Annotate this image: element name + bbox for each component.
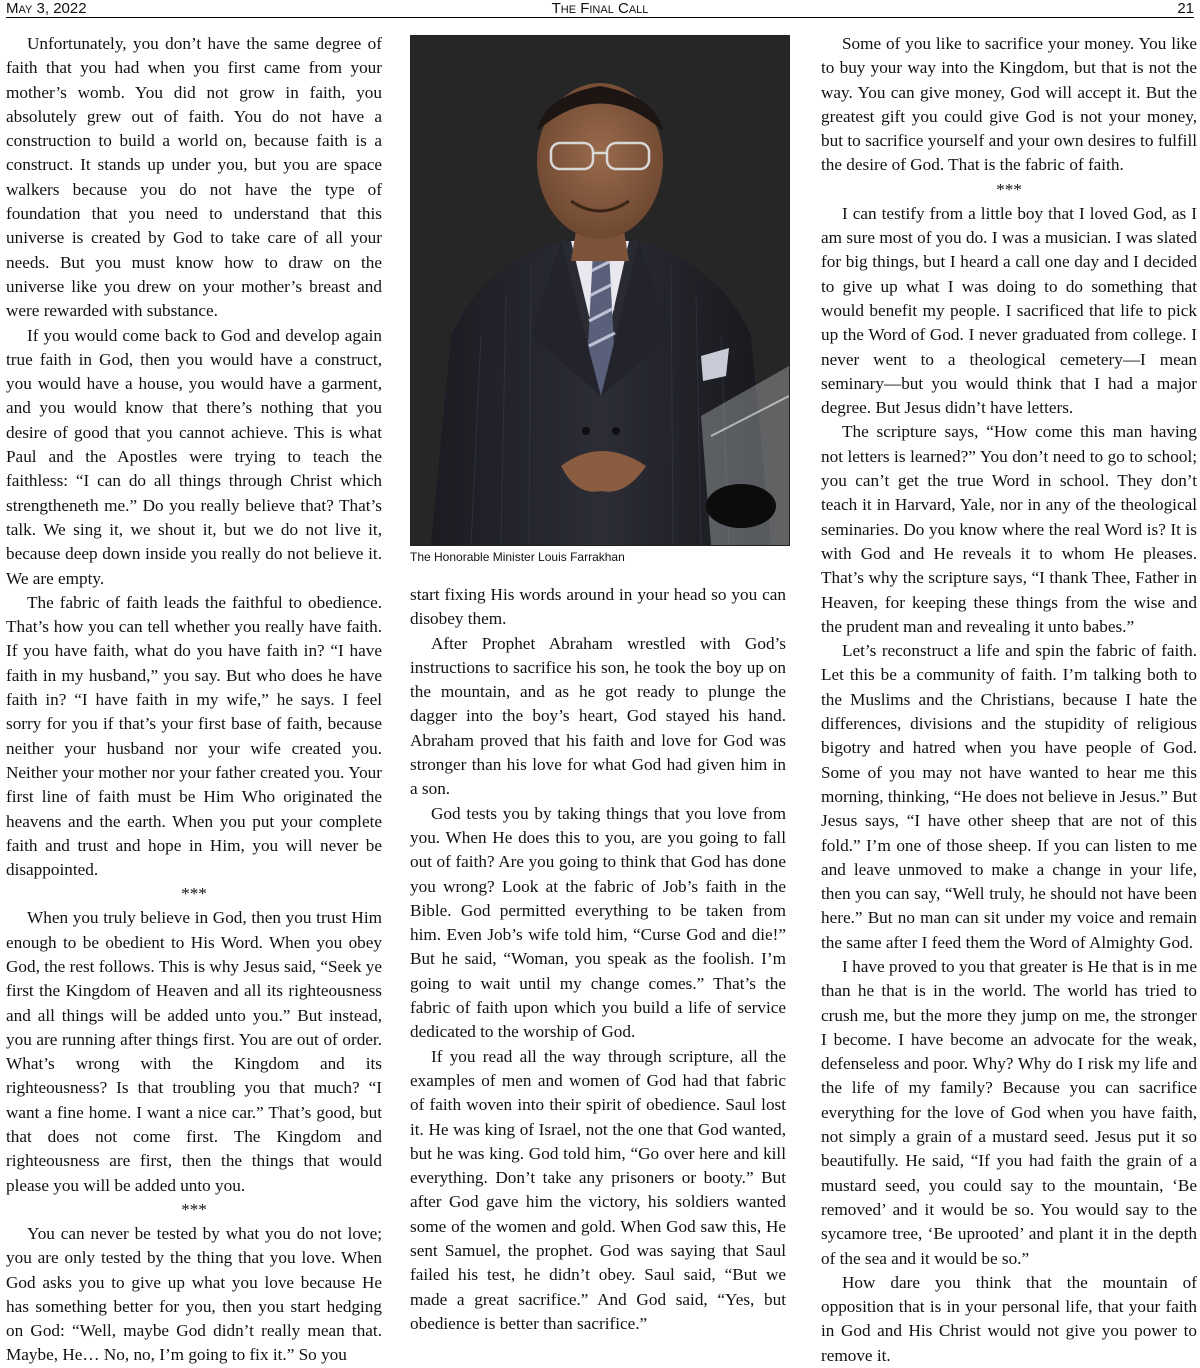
publication-name: The Final Call: [551, 0, 649, 17]
article-column-2: [410, 583, 786, 1336]
page-number: 21: [1177, 0, 1194, 17]
paragraph: God tests you by taking things that you love from you. When He does this to you, are you going to fall out of faith? Are you going to think that God has done you wrong? Look at the fabric of Job’s faith in the Bible. God permitted everything to be taken from him. Even Job’s wife told him, “Curse God and die!” But he said, “Woman, you speak as the foolish. I’m going to wait until my change comes.” That’s the fabric of faith upon which you build a life of service dedicated to the worship of God.: [410, 803, 786, 1042]
paragraph: The scripture says, “How come this man having not letters is learned?” You don’t need to go to school; you can’t get the true Word in school. They don’t teach it in Harvard, Yale, nor in any of the theological seminaries. Do you know where the real Word is? It is with God and He reveals it to whom He pleases. That’s why the scripture says, “I thank Thee, Father in Heaven, for keeping these things from the wise and the prudent man and revealing it unto babes.”: [821, 422, 1197, 636]
article-column-3: [821, 32, 1197, 1368]
paragraph: When you truly believe in God, then you trust Him enough to be obedient to His Word. When you obey God, the rest follows. This is why Jesus said, “Seek ye first the Kingdom of Heaven and all its righteousness and all things will be added unto you.” But instead, you are running after things first. You are out of order. What’s wrong with the Kingdom and its righteousness? Is that troubling you that much? “I want a fine home. I want a nice car.” That’s good, but that does not come first. The Kingdom and righteousness are first, then the things that would please you will be added unto you.: [6, 908, 382, 1195]
paragraph: Some of you like to sacrifice your money. You like to buy your way into the Kingdom, but that is not the way. You can give money, God will accept it. But the greatest gift you could give God is not your money, but to sacrifice yourself and your own desires to fulfill the desire of God. That is the fabric of faith.: [821, 34, 1197, 175]
paragraph: I can testify from a little boy that I loved God, as I am sure most of you do. I was a musician. I was slated for big things, but I heard a call one day and I decided to give up what I was doing to do something that would benefit my people. I sacrificed that life to pick up the Word of God. I never graduated from college. I never went to a theological cemetery—I mean seminary—but you would think that I had a major degree. But Jesus didn’t have letters.: [821, 203, 1197, 418]
section-separator: ***: [996, 179, 1022, 199]
speaker-photo: [410, 35, 790, 546]
paragraph: start fixing His words around in your head so you can disobey them.: [410, 585, 786, 629]
section-separator: ***: [181, 884, 207, 904]
photo-caption: The Honorable Minister Louis Farrakhan: [410, 550, 625, 564]
article-column-1: [6, 32, 382, 1368]
section-separator: ***: [181, 1199, 207, 1219]
paragraph: After Prophet Abraham wrestled with God’s instructions to sacrifice his son, he took the boy up on the mountain, and as he got ready to plunge the dagger into the boy’s heart, God stayed his hand. Abraham proved that his faith and love for God was stronger than his love for what God had given him in a son.: [410, 633, 786, 799]
paragraph: You can never be tested by what you do not love; you are only tested by the thing that you love. When God asks you to give up what you love because He has something better for you, then you start hedging on God: “Well, maybe God didn’t really mean that. Maybe, He… No, no, I’m going to fix it.” So you: [6, 1223, 382, 1365]
page-header: [6, 0, 1194, 18]
paragraph: If you read all the way through scripture, all the examples of men and women of God had that fabric of faith woven into their spirit of obedience. Saul lost it. He was king of Israel, not the one that God wanted, but he was king. God told him, “Go over here and kill everything. Don’t take any prisoners or booty.” But after God gave him the victory, his soldiers wanted some of the women and gold. When God saw this, He sent Samuel, the prophet. God was saying that Saul failed his test, he didn’t obey. Saul said, “But we made a great sacrifice.” And God said, “Yes, but obedience is better than sacrifice.”: [410, 1046, 786, 1333]
paragraph: How dare you think that the mountain of opposition that is in your personal life, that your faith in God and His Christ would not give you power to remove it.: [821, 1272, 1197, 1365]
portrait-illustration: [411, 36, 789, 545]
paragraph: The fabric of faith leads the faithful to obedience. That’s how you can tell whether you really have faith. If you have faith, what do you have faith in? “I have faith in my husband,” you say. But who does he have faith in? “I have faith in my wife,” he says. I feel sorry for you if that’s your first base of faith, because neither your husband nor your wife created you. Neither your mother nor your father created you. Your first line of faith must be Him Who originated the heavens and the earth. When you put your complete faith and trust and hope in Him, you will never be disappointed.: [6, 592, 382, 880]
paragraph: If you would come back to God and develop again true faith in God, then you would have a construct, you would have a house, you would have a garment, and you would know that there’s nothing that you desire of good that you cannot achieve. This is what Paul and the Apostles were trying to teach the faithless: “I can do all things through Christ which strengtheneth me.” Do you really believe that? That’s talk. We sing it, we shout it, but we do not live it, because deep down inside you really do not believe it. We are empty.: [6, 325, 382, 588]
issue-date: May 3, 2022: [6, 0, 87, 17]
paragraph: Unfortunately, you don’t have the same degree of faith that you had when you first came from your mother’s womb. You did not grow in faith, you absolutely grew out of faith. You do not have a construction to build a world on, because faith is a construct. It stands up under you, but you are space walkers because you do not have the type of foundation that you need to understand that this universe is created by God to take care of all your needs. But you must know how to draw on the universe like you drew on your mother’s breast and were rewarded with substance.: [6, 34, 382, 321]
paragraph: Let’s reconstruct a life and spin the fabric of faith. Let this be a community of faith. I’m talking both to the Muslims and the Christians, because I hate the differences, divisions and the stupidity of religious bigotry and hatred when you have people of God. Some of you may not have wanted to hear me this morning, thinking, “He does not believe in Jesus.” But Jesus says, “I have other sheep that are not of this fold.” I’m one of those sheep. If you can listen to me and leave unmoved to make a change in your life, then you can say, “Well truly, he should not have been here.” But no man can sit under my voice and remain the same after I feed them the Word of Almighty God.: [821, 641, 1197, 952]
paragraph: I have proved to you that greater is He that is in me than he that is in the world. The world has tried to crush me, but the more they jump on me, the stronger I become. I have become an advocate for the weak, defenseless and poor. Why? Why do I risk my life and the life of my family? Because you can sacrifice everything for the love of God when you have faith, not simply a grain of a mustard seed. Jesus put it so beautifully. He said, “If you had faith the grain of a mustard seed, you could say to the mountain, ‘Be removed’ and it would be so. You would say to the sycamore tree, ‘Be uprooted’ and plant it in the depth of the sea and it would be so.”: [821, 956, 1197, 1268]
